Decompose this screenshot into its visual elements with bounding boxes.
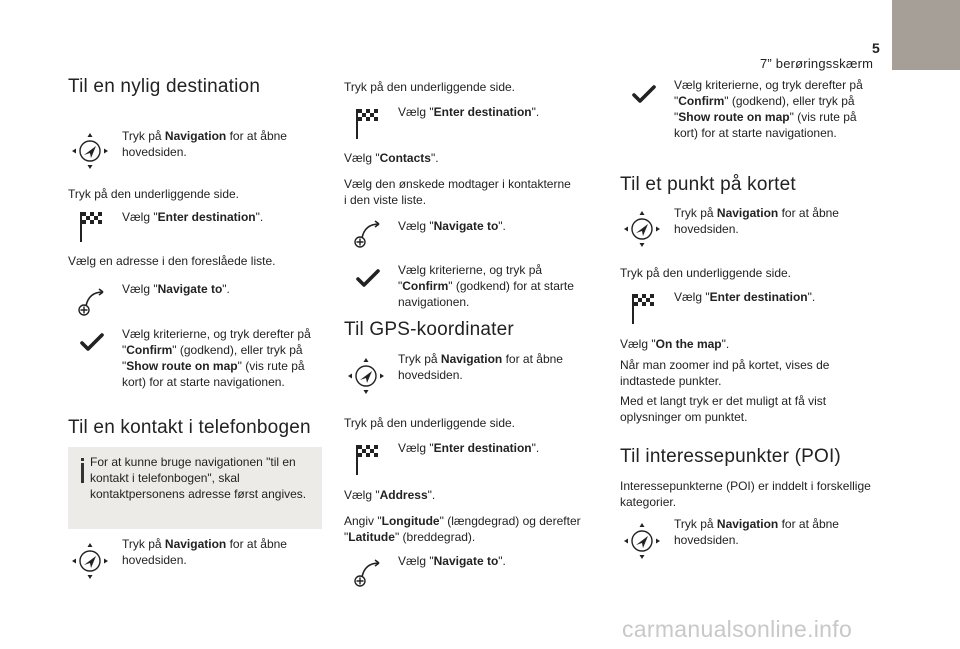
step-open-navigation-5: Tryk på Navigation for at åbne hovedsiden. [674, 517, 839, 547]
step-enter-destination-4: Vælg "Enter destination". [674, 290, 816, 304]
heading-phonebook-contact: Til en kontakt i telefonbogen [68, 417, 311, 438]
paragraph-zoom-points: Når man zoomer ind på kortet, vises de indtastede punkter. [620, 358, 830, 388]
paragraph-on-the-map: Vælg "On the map". [620, 337, 730, 351]
step-enter-destination-2: Vælg "Enter destination". [398, 105, 540, 119]
navigation-icon [70, 540, 110, 580]
enter-destination-icon [352, 107, 382, 141]
navigation-icon [622, 208, 662, 248]
page-number: 5 [872, 40, 880, 56]
navigation-icon [70, 130, 110, 170]
step-enter-destination-3: Vælg "Enter destination". [398, 441, 540, 455]
paragraph-choose-contacts: Vælg "Contacts". [344, 151, 439, 165]
page-tab-marker [892, 0, 960, 70]
heading-gps-coordinates: Til GPS-koordinater [344, 319, 514, 340]
checkmark-icon [80, 332, 104, 352]
paragraph-long-press: Med et langt tryk er det muligt at få vist oplysninger om punktet. [620, 394, 827, 424]
paragraph-choose-address-2: Vælg "Address". [344, 488, 436, 502]
navigation-icon [622, 520, 662, 560]
heading-point-on-map: Til et punkt på kortet [620, 174, 796, 195]
enter-destination-icon [352, 443, 382, 477]
navigate-to-icon [76, 286, 108, 318]
info-text: For at kunne bruge navigationen "til en kontakt i telefonbogen", skal kontaktpersonens adresse først angives. [90, 455, 307, 501]
step-navigate-to-1: Vælg "Navigate to". [122, 282, 230, 296]
navigate-to-icon [352, 557, 384, 589]
paragraph-underlying-page-4: Tryk på den underliggende side. [620, 266, 791, 280]
step-confirm-1: Vælg kriterierne, og tryk derefter på "Confirm" (godkend), eller tryk på "Show route on map" (vis rute på kort) for at starte navigationen. [122, 327, 311, 389]
paragraph-longitude-latitude: Angiv "Longitude" (længdegrad) og derefter "Latitude" (breddegrad). [344, 514, 581, 544]
step-navigate-to-2: Vælg "Navigate to". [398, 219, 506, 233]
step-open-navigation-2: Tryk på Navigation for at åbne hovedsiden. [122, 537, 287, 567]
step-confirm-3: Vælg kriterierne, og tryk derefter på "Confirm" (godkend), eller tryk på "Show route on map" (vis rute på kort) for at starte navigationen. [674, 78, 863, 140]
step-open-navigation-1: Tryk på Navigation for at åbne hovedsiden. [122, 129, 287, 159]
enter-destination-icon [628, 292, 658, 326]
paragraph-choose-address: Vælg en adresse i den foreslåede liste. [68, 254, 276, 268]
heading-recent-destination: Til en nylig destination [68, 76, 261, 97]
step-enter-destination-1: Vælg "Enter destination". [122, 210, 264, 224]
running-head: 7” berøringsskærm [760, 56, 874, 71]
paragraph-choose-recipient: Vælg den ønskede modtager i kontakterne i den viste liste. [344, 177, 571, 207]
navigate-to-icon [352, 218, 384, 250]
step-navigate-to-3: Vælg "Navigate to". [398, 554, 506, 568]
info-note [68, 447, 322, 529]
step-confirm-2: Vælg kriterierne, og tryk på "Confirm" (godkend) for at starte navigationen. [398, 263, 574, 309]
heading-poi: Til interessepunkter (POI) [620, 446, 841, 467]
enter-destination-icon [76, 210, 106, 244]
watermark: carmanualsonline.info [622, 616, 853, 642]
paragraph-poi-categories: Interessepunkterne (POI) er inddelt i forskellige kategorier. [620, 479, 871, 509]
checkmark-icon [632, 84, 656, 104]
paragraph-underlying-page-1: Tryk på den underliggende side. [68, 187, 239, 201]
paragraph-underlying-page-2: Tryk på den underliggende side. [344, 80, 515, 94]
navigation-icon [346, 355, 386, 395]
step-open-navigation-3: Tryk på Navigation for at åbne hovedsiden. [398, 352, 563, 382]
step-open-navigation-4: Tryk på Navigation for at åbne hovedsiden. [674, 206, 839, 236]
paragraph-underlying-page-3: Tryk på den underliggende side. [344, 416, 515, 430]
checkmark-icon [356, 268, 380, 288]
